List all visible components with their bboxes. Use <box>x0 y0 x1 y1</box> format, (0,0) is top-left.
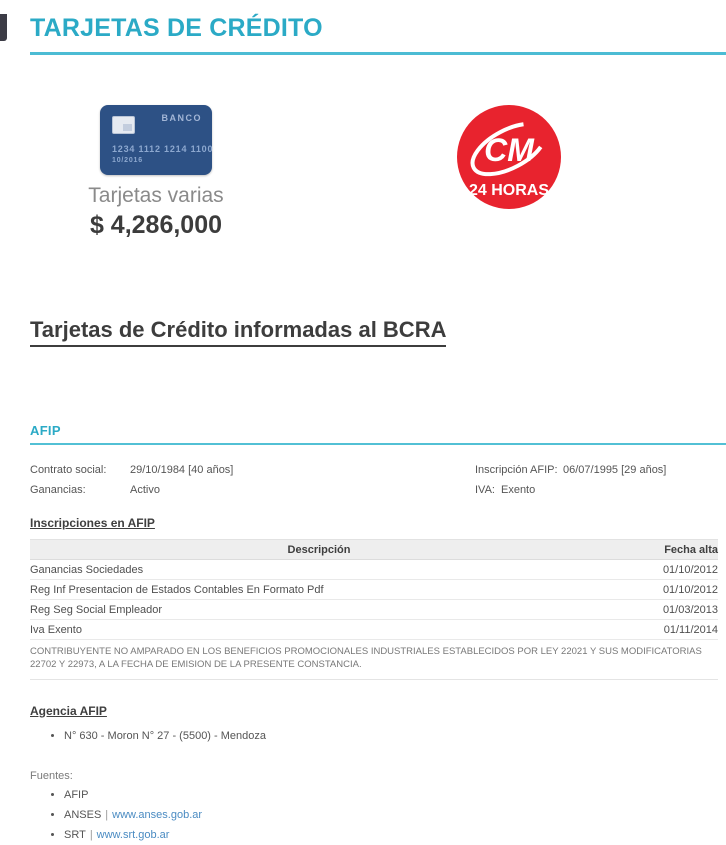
row-descripcion: Ganancias Sociedades <box>30 563 144 576</box>
contrato-social-label: Contrato social: <box>30 464 107 476</box>
cm-24horas-logo <box>457 105 561 209</box>
iva-value: Exento <box>500 484 536 496</box>
table-header-row <box>30 540 718 560</box>
inscripcion-afip-label: Inscripción AFIP: <box>475 464 558 476</box>
fuentes-list <box>0 785 726 845</box>
contrato-social-value: 29/10/1984 [40 años] <box>130 464 234 476</box>
fuente-separator: | <box>105 808 109 821</box>
fuentes-heading: Fuentes: <box>30 769 73 782</box>
row-fecha-alta: 01/03/2013 <box>662 603 718 616</box>
card-valid-thru: 10/2016 <box>112 157 143 164</box>
iva-label: IVA: <box>475 484 495 496</box>
report-page <box>0 14 726 841</box>
agencia-afip-heading: Agencia AFIP <box>30 703 107 718</box>
inscripciones-table <box>30 539 718 680</box>
card-number: 1234 1112 1214 1100 <box>112 144 214 154</box>
table-row <box>30 580 718 600</box>
fuente-name: SRT <box>64 828 86 841</box>
anses-link[interactable]: www.anses.gob.ar <box>112 808 203 821</box>
ganancias-label: Ganancias: <box>30 484 86 496</box>
inscripciones-heading: Inscripciones en AFIP <box>30 516 155 530</box>
row-fecha-alta: 01/10/2012 <box>662 563 718 576</box>
cards-summary-label: Tarjetas varias <box>88 184 224 207</box>
scrollbar-fragment <box>0 14 7 41</box>
afip-info-grid <box>30 460 718 500</box>
fuente-separator: | <box>89 828 93 841</box>
srt-link[interactable]: www.srt.gob.ar <box>96 828 170 841</box>
table-row <box>30 620 718 640</box>
table-note: CONTRIBUYENTE NO AMPARADO EN LOS BENEFICIOS PROMOCIONALES INDUSTRIALES ESTABLECIDOS POR LEY 22021 Y SUS MODIFICATORIAS 22702 Y 22973, A LA FECHA DE EMISION DE LA PRESENTE CONSTANCIA. <box>30 640 718 680</box>
logo-caption: 24 HORAS <box>468 182 550 199</box>
fuente-name: ANSES <box>64 808 102 821</box>
table-row <box>30 560 718 580</box>
cards-summary-left <box>72 105 240 240</box>
row-descripcion: Reg Seg Social Empleador <box>30 603 163 616</box>
cards-summary <box>0 105 726 251</box>
column-header-descripcion: Descripción <box>287 543 351 556</box>
credit-card-graphic <box>100 105 212 175</box>
page-title: TARJETAS DE CRÉDITO <box>30 14 323 42</box>
agencia-afip-item: • N° 630 - Moron N° 27 - (5500) - Mendoza <box>64 726 726 746</box>
afip-info-row <box>30 460 718 480</box>
card-chip-icon <box>112 116 135 134</box>
ganancias-value: Activo <box>130 484 160 496</box>
bcra-section-heading: Tarjetas de Crédito informadas al BCRA <box>30 317 446 347</box>
afip-section-label: AFIP <box>30 423 61 438</box>
iva-field <box>475 484 718 496</box>
row-descripcion: Reg Inf Presentacion de Estados Contables En Formato Pdf <box>30 583 324 596</box>
fuentes-item <box>64 825 726 845</box>
fuente-name: AFIP <box>64 788 89 801</box>
afip-section-rule <box>30 443 726 445</box>
row-descripcion: Iva Exento <box>30 623 82 636</box>
logo-monogram: CM <box>484 132 534 168</box>
agencia-afip-list <box>0 726 726 746</box>
cards-summary-amount: $ 4,286,000 <box>89 211 223 239</box>
table-row <box>30 600 718 620</box>
bcra-section-heading-wrap <box>30 317 726 347</box>
inscripcion-afip-value: 06/07/1995 [29 años] <box>563 464 667 476</box>
column-header-fecha-alta: Fecha alta <box>664 543 718 556</box>
fuentes-item <box>64 805 726 825</box>
page-header <box>30 14 726 55</box>
card-bank-label: BANCO <box>161 113 202 123</box>
row-fecha-alta: 01/10/2012 <box>662 583 718 596</box>
row-fecha-alta: 01/11/2014 <box>663 623 718 636</box>
afip-info-row <box>30 480 718 500</box>
fuentes-item <box>64 785 726 805</box>
